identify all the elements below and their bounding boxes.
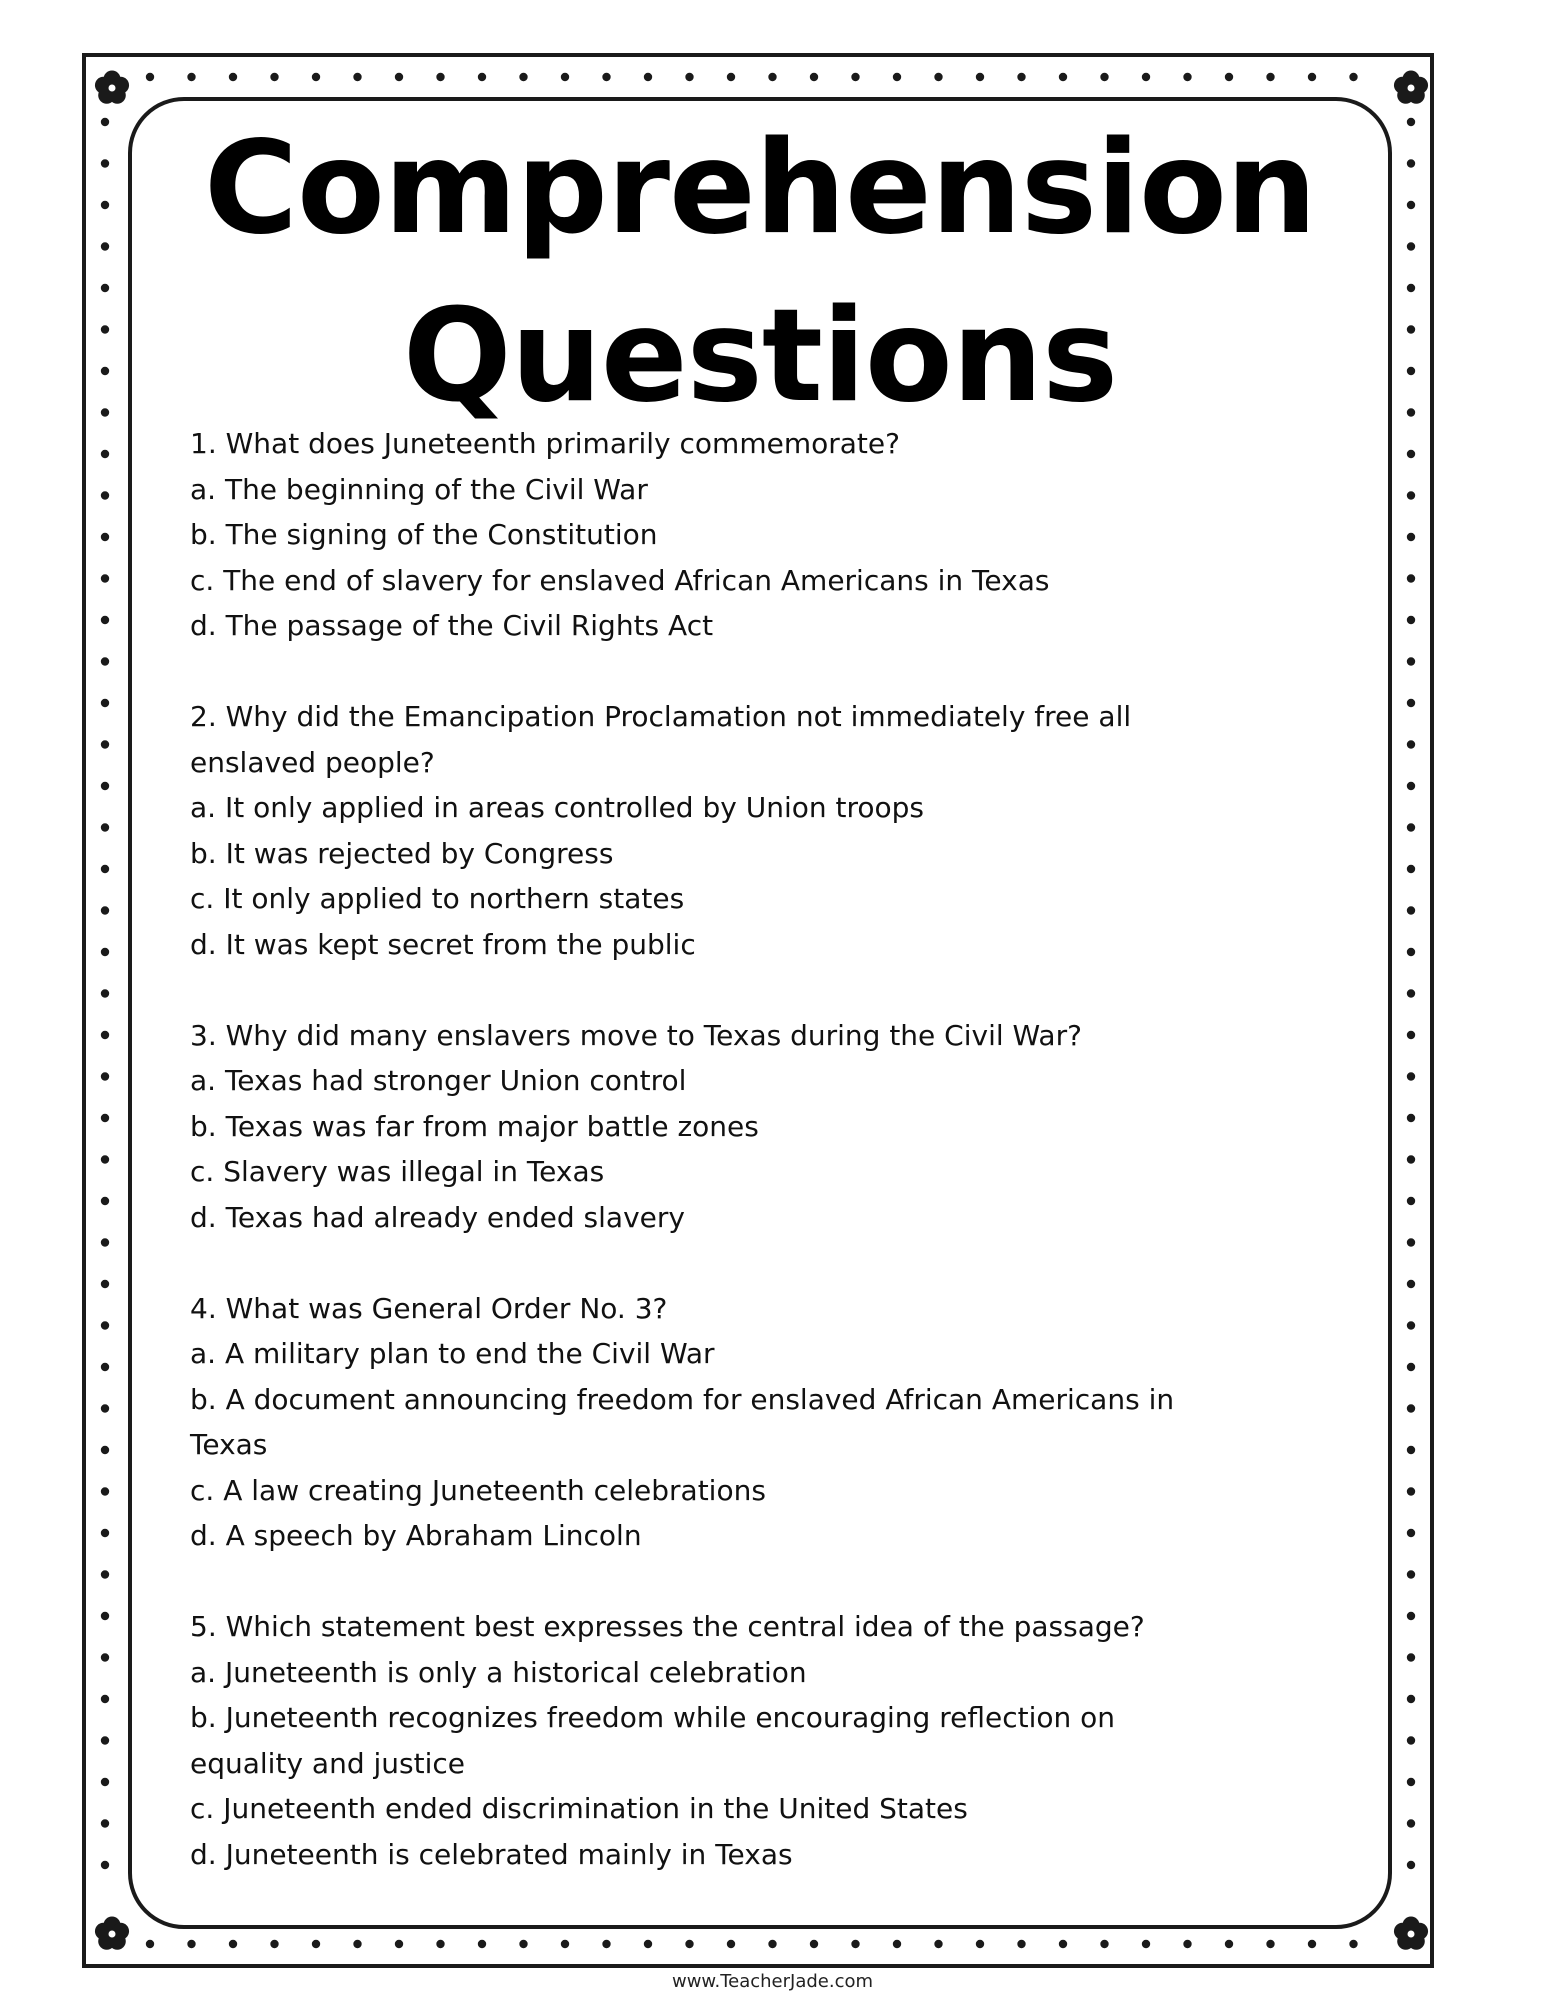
border-dot — [101, 1155, 109, 1163]
border-dot — [1308, 73, 1316, 81]
border-dot — [101, 1238, 109, 1246]
flower-icon — [1394, 1917, 1428, 1950]
question-text: 4. What was General Order No. 3? — [190, 1291, 668, 1325]
border-dot — [1349, 73, 1357, 81]
question-text: 2. Why did the Emancipation Proclamation not immediately free all — [190, 700, 1132, 733]
border-dot — [1407, 1031, 1415, 1039]
border-dot — [395, 73, 403, 81]
border-dot — [1407, 1446, 1415, 1454]
border-dot — [101, 450, 109, 458]
border-dot — [1407, 284, 1415, 292]
answer-option — [190, 512, 1350, 558]
border-dot — [146, 73, 154, 81]
border-dot — [101, 242, 109, 250]
border-dot — [768, 73, 776, 81]
border-dot — [1407, 1404, 1415, 1412]
border-dot — [353, 1940, 361, 1948]
border-dot — [1059, 73, 1067, 81]
border-dot — [893, 73, 901, 81]
border-dot — [187, 1940, 195, 1948]
question-1 — [190, 421, 1350, 649]
border-dot — [101, 1280, 109, 1288]
border-dot — [101, 118, 109, 126]
border-dot — [187, 73, 195, 81]
border-dot — [101, 1487, 109, 1495]
border-dot — [1407, 1778, 1415, 1786]
border-dot — [602, 73, 610, 81]
answer-option — [190, 558, 1350, 604]
border-dot — [1407, 450, 1415, 458]
border-dot — [101, 657, 109, 665]
border-dot — [602, 1940, 610, 1948]
question-3 — [190, 1013, 1350, 1241]
border-dot — [1100, 73, 1108, 81]
border-dot — [1407, 740, 1415, 748]
border-dot — [1407, 616, 1415, 624]
border-dot — [1407, 865, 1415, 873]
border-dot — [478, 73, 486, 81]
border-dot — [519, 73, 527, 81]
border-dot — [1407, 118, 1415, 126]
answer-option — [190, 1650, 1350, 1696]
border-dot — [101, 1861, 109, 1869]
border-dot — [851, 1940, 859, 1948]
border-dot — [1407, 1280, 1415, 1288]
answer-option — [190, 1104, 1350, 1150]
answer-option-text: c. Juneteenth ended discrimination in the United States — [190, 1792, 968, 1825]
answer-option-text: b. It was rejected by Congress — [190, 836, 614, 870]
answer-option-text: c. The end of slavery for enslaved African Americans in Texas — [190, 563, 1050, 597]
border-dot — [1225, 73, 1233, 81]
border-dot — [1142, 73, 1150, 81]
border-dot — [1407, 408, 1415, 416]
border-dot — [101, 1321, 109, 1329]
border-dot — [1407, 1238, 1415, 1246]
border-dot — [1308, 1940, 1316, 1948]
border-dot — [1407, 1197, 1415, 1205]
border-dot — [1017, 1940, 1025, 1948]
border-dot — [101, 1446, 109, 1454]
border-dot — [1407, 1072, 1415, 1080]
answer-option-text: a. Texas had stronger Union control — [190, 1064, 687, 1097]
border-dot — [1407, 1529, 1415, 1537]
answer-option — [190, 785, 1350, 831]
border-dot — [851, 73, 859, 81]
border-dot — [1407, 1819, 1415, 1827]
answer-option — [190, 922, 1350, 968]
border-dot — [768, 1940, 776, 1948]
border-dot — [101, 1114, 109, 1122]
border-dot — [270, 1940, 278, 1948]
border-dot — [976, 1940, 984, 1948]
answer-option — [190, 603, 1350, 649]
border-dot — [1407, 1612, 1415, 1620]
border-dot — [478, 1940, 486, 1948]
border-dot — [685, 73, 693, 81]
border-dot — [101, 782, 109, 790]
answer-option-text: d. A speech by Abraham Lincoln — [190, 1519, 642, 1552]
border-dot — [561, 73, 569, 81]
border-dot — [436, 73, 444, 81]
border-dot — [270, 73, 278, 81]
border-dot — [1407, 242, 1415, 250]
border-dot — [1407, 325, 1415, 333]
border-dot — [101, 1529, 109, 1537]
title-line-2: Questions — [402, 282, 1118, 431]
answer-option-text: Texas — [190, 1428, 268, 1461]
border-dot — [101, 1072, 109, 1080]
border-dot — [101, 159, 109, 167]
border-dot — [1407, 989, 1415, 997]
border-dot — [1407, 1653, 1415, 1661]
answer-option — [190, 1149, 1350, 1195]
border-dot — [1266, 1940, 1274, 1948]
answer-option — [190, 1195, 1350, 1241]
border-dot — [1407, 533, 1415, 541]
border-dot — [1017, 73, 1025, 81]
answer-option-text: d. The passage of the Civil Rights Act — [190, 609, 714, 642]
border-dot — [934, 1940, 942, 1948]
answer-option — [190, 467, 1350, 513]
answer-option-text: a. The beginning of the Civil War — [190, 472, 648, 506]
border-dot — [312, 1940, 320, 1948]
answer-option — [190, 1468, 1350, 1514]
border-dot — [1407, 1363, 1415, 1371]
footer-url: www.TeacherJade.com — [671, 1971, 874, 1992]
border-dot — [146, 1940, 154, 1948]
border-dot — [727, 1940, 735, 1948]
border-dot — [1407, 159, 1415, 167]
flower-icon — [95, 71, 129, 104]
border-dot — [101, 616, 109, 624]
border-dot — [101, 948, 109, 956]
question-2 — [190, 694, 1350, 967]
border-dot — [934, 73, 942, 81]
border-dot — [101, 989, 109, 997]
answer-option-text: a. Juneteenth is only a historical celebration — [190, 1655, 807, 1689]
border-dot — [1407, 201, 1415, 209]
border-dot — [101, 1612, 109, 1620]
border-dot — [101, 823, 109, 831]
answer-option-text: d. Texas had already ended slavery — [190, 1200, 685, 1234]
border-dot — [1407, 1736, 1415, 1744]
answer-option — [190, 1786, 1350, 1832]
border-dot — [1407, 1695, 1415, 1703]
page-title — [128, 105, 1392, 441]
answer-option-text: d. It was kept secret from the public — [190, 927, 696, 961]
border-dot — [101, 1031, 109, 1039]
border-dot — [1407, 491, 1415, 499]
answer-option — [190, 831, 1350, 877]
border-dot — [1407, 1570, 1415, 1578]
border-dot — [101, 574, 109, 582]
flower-icon — [95, 1917, 129, 1950]
answer-option — [190, 1331, 1350, 1377]
border-dot — [1349, 1940, 1357, 1948]
answer-option-text: equality and justice — [190, 1746, 465, 1780]
border-dot — [229, 1940, 237, 1948]
border-dot — [1142, 1940, 1150, 1948]
border-dot — [1407, 367, 1415, 375]
answer-option-text: a. A military plan to end the Civil War — [190, 1337, 715, 1370]
question-text: enslaved people? — [190, 745, 435, 779]
border-dot — [395, 1940, 403, 1948]
border-dot — [1407, 1487, 1415, 1495]
border-dot — [101, 865, 109, 873]
answer-option-text: c. It only applied to northern states — [190, 882, 685, 915]
answer-option-text: c. A law creating Juneteenth celebrations — [190, 1473, 766, 1507]
border-dot — [101, 201, 109, 209]
border-dot — [644, 73, 652, 81]
border-dot — [101, 906, 109, 914]
border-dot — [101, 367, 109, 375]
border-dot — [101, 1778, 109, 1786]
border-dot — [1407, 1155, 1415, 1163]
question-text: 5. Which statement best expresses the central idea of the passage? — [190, 1610, 1145, 1643]
border-dot — [1407, 1861, 1415, 1869]
border-dot — [101, 1736, 109, 1744]
border-dot — [101, 491, 109, 499]
border-dot — [229, 73, 237, 81]
answer-option — [190, 1377, 1350, 1468]
border-dot — [101, 325, 109, 333]
border-dot — [101, 699, 109, 707]
answer-option-text: a. It only applied in areas controlled by Union troops — [190, 791, 925, 824]
answer-option — [190, 1832, 1350, 1878]
answer-option-text: b. Texas was far from major battle zones — [190, 1109, 759, 1143]
question-text: 1. What does Juneteenth primarily commemorate? — [190, 427, 900, 460]
border-dot — [810, 73, 818, 81]
answer-option-text: b. Juneteenth recognizes freedom while encouraging reflection on — [190, 1701, 1116, 1734]
answer-option-text: c. Slavery was illegal in Texas — [190, 1155, 605, 1188]
border-dot — [685, 1940, 693, 1948]
border-dot — [101, 533, 109, 541]
answer-option-text: d. Juneteenth is celebrated mainly in Texas — [190, 1837, 793, 1871]
border-dot — [1407, 699, 1415, 707]
title-line-1: Comprehension — [204, 114, 1316, 263]
border-dot — [436, 1940, 444, 1948]
border-dot — [1407, 1321, 1415, 1329]
question-text: 3. Why did many enslavers move to Texas during the Civil War? — [190, 1018, 1082, 1052]
border-dot — [810, 1940, 818, 1948]
border-dot — [561, 1940, 569, 1948]
question-5 — [190, 1604, 1350, 1877]
border-dot — [1407, 823, 1415, 831]
border-dot — [1266, 73, 1274, 81]
border-dot — [312, 73, 320, 81]
answer-option-text: b. The signing of the Constitution — [190, 518, 658, 551]
border-dot — [1183, 1940, 1191, 1948]
questions-list — [190, 421, 1350, 1923]
border-dot — [353, 73, 361, 81]
border-dot — [101, 1653, 109, 1661]
border-dot — [519, 1940, 527, 1948]
question-4 — [190, 1286, 1350, 1559]
border-dot — [727, 73, 735, 81]
border-dot — [893, 1940, 901, 1948]
border-dot — [1407, 906, 1415, 914]
border-dot — [976, 73, 984, 81]
border-dot — [101, 284, 109, 292]
flower-icon — [1394, 71, 1428, 104]
border-dot — [1059, 1940, 1067, 1948]
border-dot — [1100, 1940, 1108, 1948]
border-dot — [101, 1363, 109, 1371]
border-dot — [644, 1940, 652, 1948]
border-dot — [1225, 1940, 1233, 1948]
border-dot — [101, 1570, 109, 1578]
border-dot — [1407, 1114, 1415, 1122]
border-dot — [101, 740, 109, 748]
border-dot — [101, 1695, 109, 1703]
border-dot — [101, 408, 109, 416]
border-dot — [1183, 73, 1191, 81]
answer-option — [190, 1513, 1350, 1559]
border-dot — [1407, 948, 1415, 956]
answer-option — [190, 1695, 1350, 1786]
border-dot — [101, 1404, 109, 1412]
answer-option — [190, 876, 1350, 922]
border-dot — [101, 1819, 109, 1827]
border-dot — [1407, 782, 1415, 790]
border-dot — [101, 1197, 109, 1205]
border-dot — [1407, 574, 1415, 582]
border-dot — [1407, 657, 1415, 665]
answer-option-text: b. A document announcing freedom for enslaved African Americans in — [190, 1382, 1175, 1416]
answer-option — [190, 1058, 1350, 1104]
